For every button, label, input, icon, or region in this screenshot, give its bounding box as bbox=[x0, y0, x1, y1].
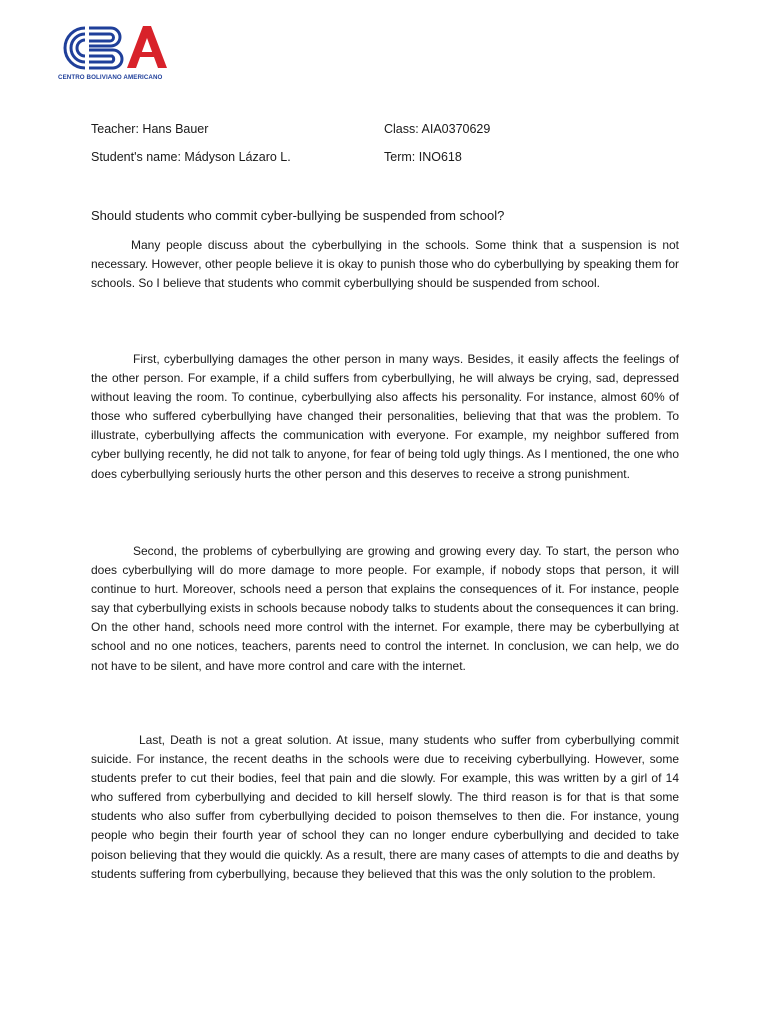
paragraph-intro: Many people discuss about the cyberbullying in the schools. Some think that a suspension is not necessary. However, other people believe it is okay to punish those who do cyberbullying by speaking them for schools. So I believe that students who commit cyberbullying should be suspended from school. bbox=[91, 238, 679, 291]
student-name: Student's name: Mádyson Lázaro L. bbox=[91, 150, 291, 164]
essay-question: Should students who commit cyber-bullying be suspended from school? bbox=[91, 208, 505, 223]
paragraph-first-reason: First, cyberbullying damages the other person in many ways. Besides, it easily affects the feelings of the other person. For example, if a child suffers from cyberbullying, he will always be crying, sad, depressed without leaving the room. To continue, cyberbullying also affects his personality. For instance, almost 60% of those who suffered cyberbullying have changed their personalities, believing that that was the problem. To illustrate, cyberbullying affects the communication with everyone. For example, my neighbor suffered from cyber bullying recently, he did not talk to anyone, for fear of being told ugly things. As I mentioned, the one who does cyberbullying seriously hurts the other person and this deserves to receive a strong punishment. bbox=[91, 352, 679, 481]
logo-caption: CENTRO BOLIVIANO AMERICANO bbox=[58, 74, 163, 81]
teacher-name: Teacher: Hans Bauer bbox=[91, 122, 209, 136]
class-code: Class: AIA0370629 bbox=[384, 122, 491, 136]
term-code: Term: INO618 bbox=[384, 150, 462, 164]
cba-logo-mark bbox=[55, 22, 167, 74]
paragraph-second-reason: Second, the problems of cyberbullying are growing and growing every day. To start, the person who does cyberbullying will do more damage to more people. For example, if nobody stops that person, it will continue to hurt. Moreover, schools need a person that explains the consequences of it. For instance, people say that cyberbullying exists in schools because nobody talks to students about the consequences it can bring. On the other hand, schools need more control with the internet. For example, there may be cyberbullying at school and no one notices, teachers, parents need to control the internet. In conclusion, we can help, we do not have to be silent, and have more control and care with the internet. bbox=[91, 544, 679, 673]
cba-logo bbox=[55, 22, 167, 84]
paragraph-third-reason: Last, Death is not a great solution. At issue, many students who suffer from cyberbullying commit suicide. For instance, the recent deaths in the schools were due to receiving cyberbullying. However, some students prefer to cut their bodies, feel that pain and die slowly. For example, this was written by a girl of 14 who suffered from cyberbullying and decided to kill herself slowly. The third reason is for that is that some students who also suffer from cyberbullying decided to poison themselves to then die. For instance, young people who begin their fourth year of school they can no longer endure cyberbullying and decided to take poison believing that they would die quickly. As a result, there are many cases of attempts to die and deaths by students suffering from cyberbullying, because they believed that this was the only solution to the problem. bbox=[91, 733, 679, 881]
